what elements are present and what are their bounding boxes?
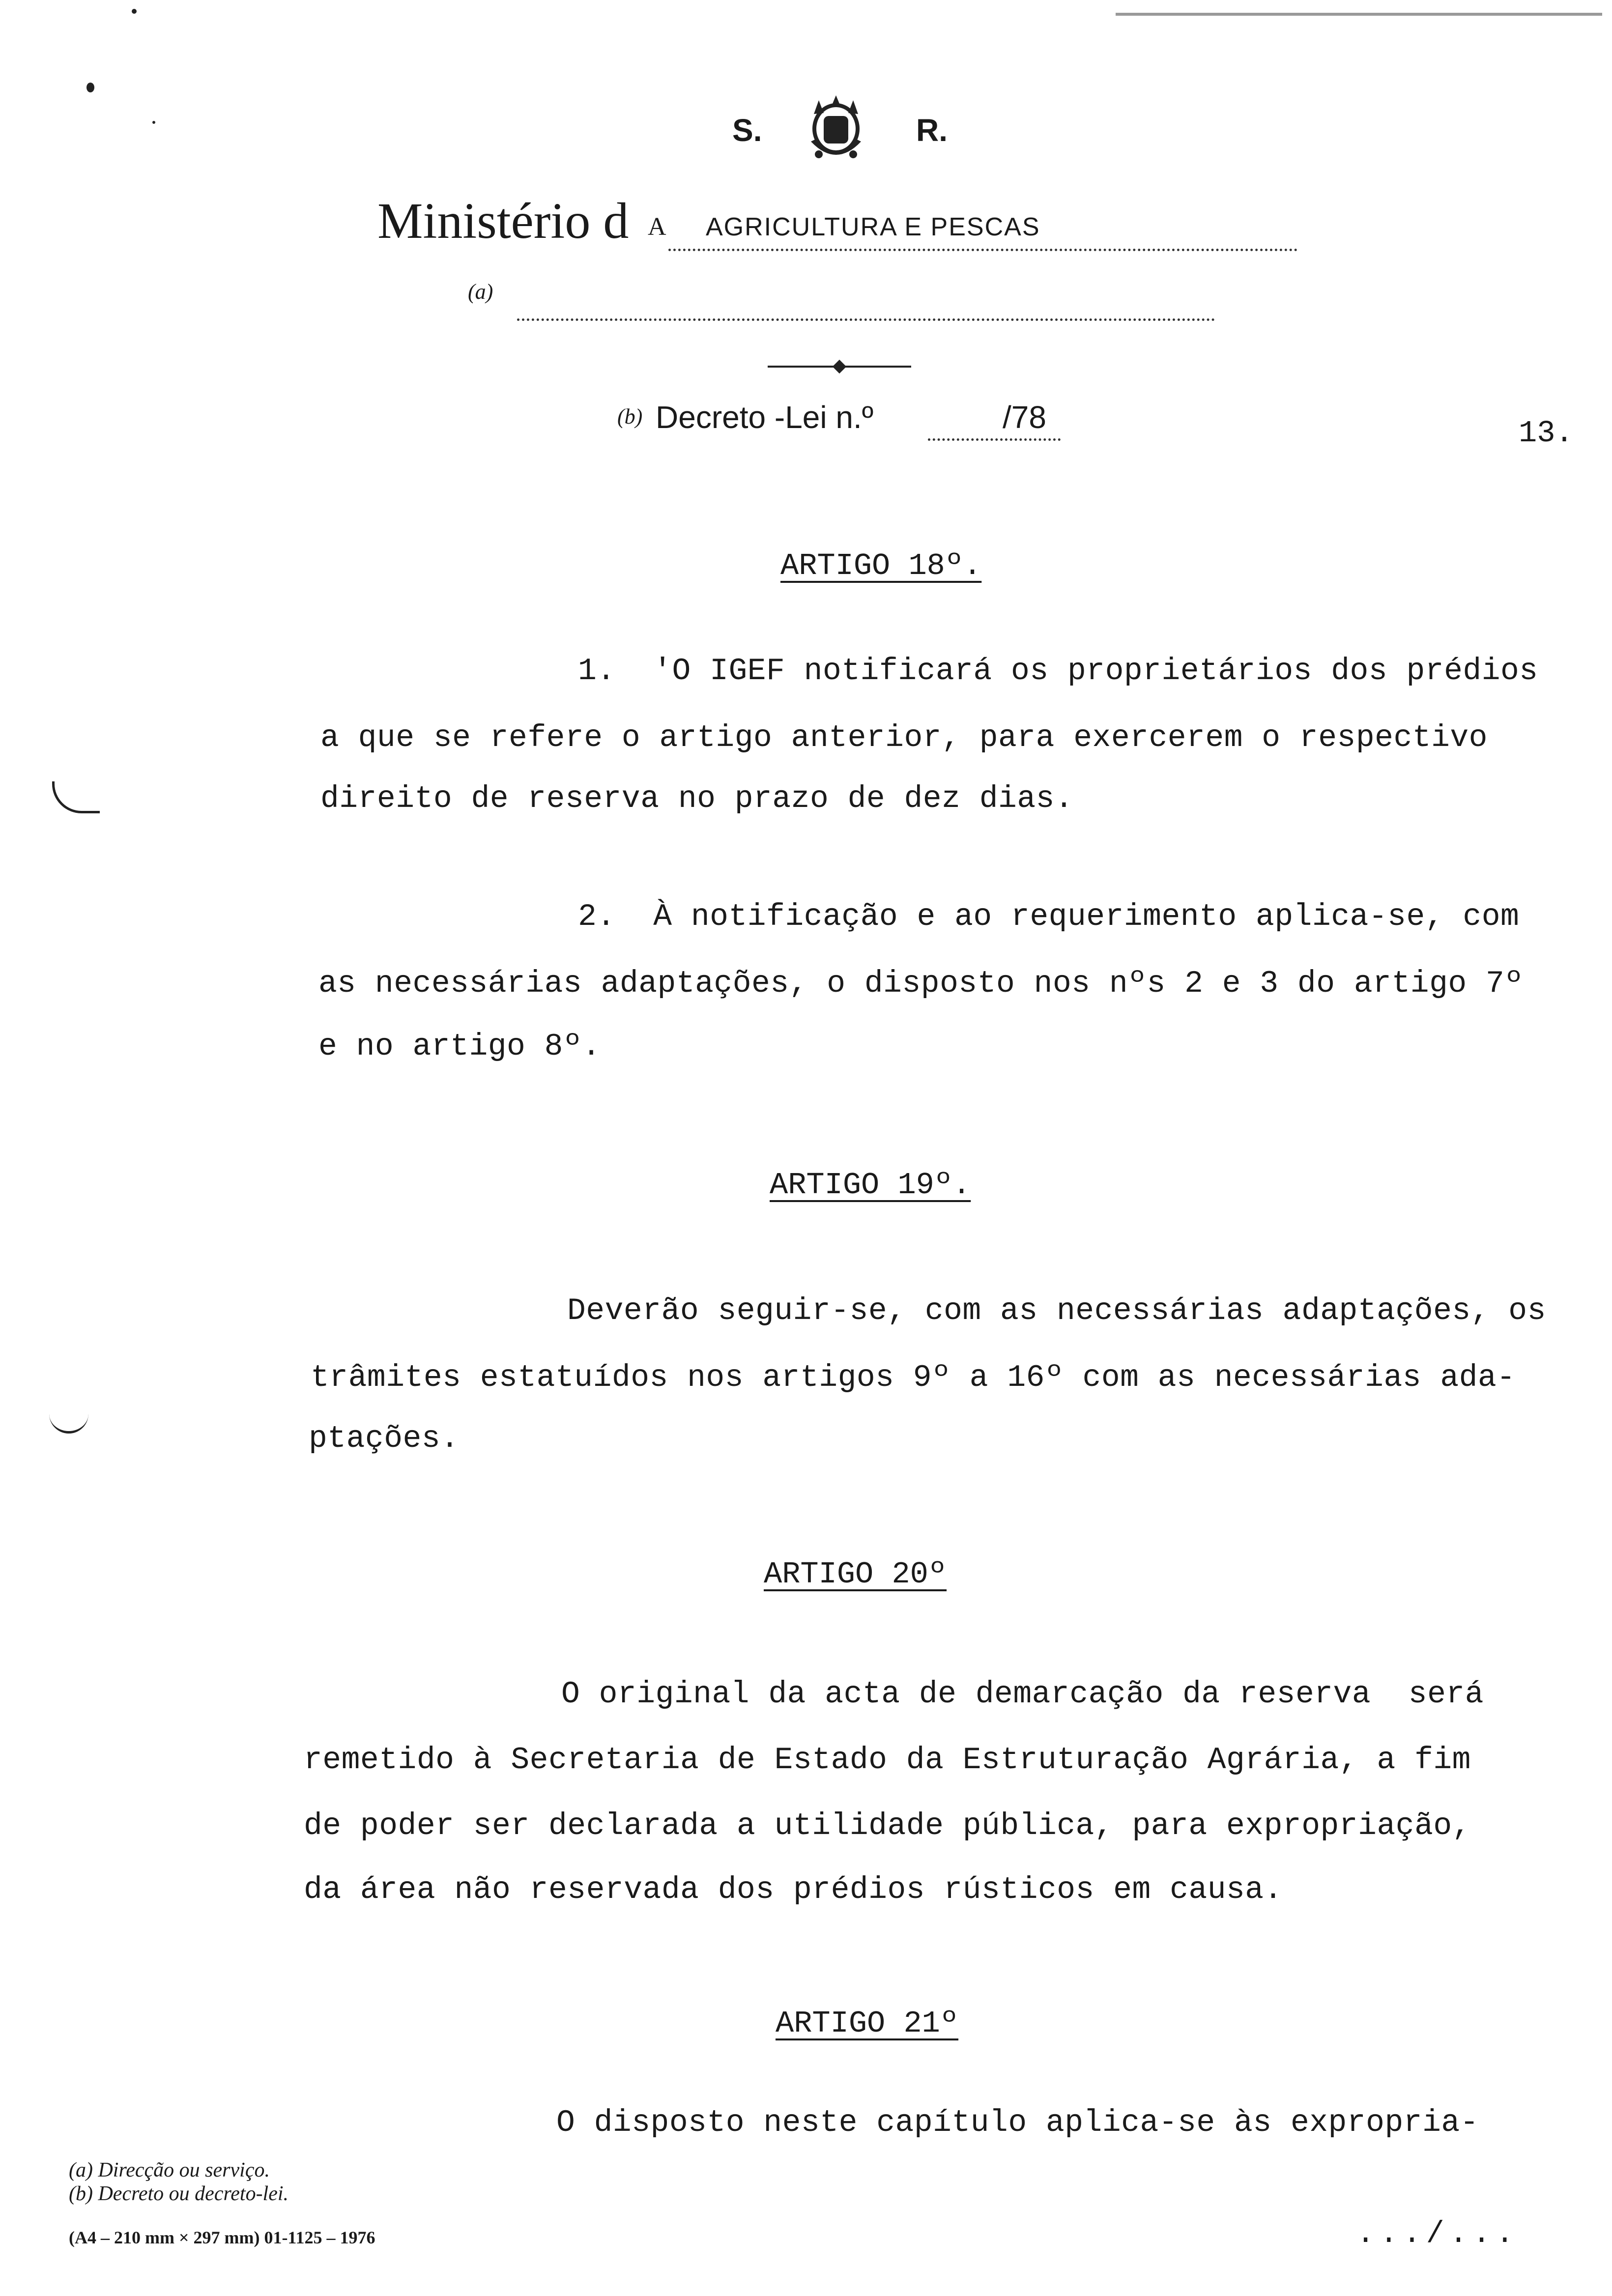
article-20-line: da área não reservada dos prédios rústicos em causa. <box>304 1872 1283 1907</box>
margin-mark <box>52 781 100 813</box>
decree-label: Decreto -Lei n.º <box>656 400 874 435</box>
decree-number-fill <box>928 438 1061 441</box>
top-edge-artifact <box>1116 13 1602 16</box>
article-18-heading: ARTIGO 18º. <box>780 548 982 583</box>
subline-label: (a) <box>468 280 493 304</box>
margin-mark <box>49 1402 88 1434</box>
subline-fill-line <box>517 318 1215 321</box>
article-19-line: ptações. <box>309 1421 460 1456</box>
article-19-heading: ARTIGO 19º. <box>770 1168 971 1203</box>
article-20-line: remetido à Secretaria de Estado da Estruturação Agrária, a fim <box>304 1743 1471 1778</box>
ornament-divider <box>768 362 911 372</box>
article-21-line: O disposto neste capítulo aplica-se às expropria- <box>556 2105 1479 2140</box>
decree-number: /78 <box>1003 400 1046 435</box>
article-20-heading: ARTIGO 20º <box>764 1557 947 1592</box>
article-19-line: Deverão seguir-se, com as necessárias adaptações, os <box>567 1293 1546 1328</box>
ministry-fill-line <box>668 249 1297 251</box>
article-20-line: O original da acta de demarcação da reserva será <box>561 1677 1484 1712</box>
header-right-letter: R. <box>916 113 948 148</box>
article-20-line: de poder ser declarada a utilidade pública, para expropriação, <box>304 1808 1471 1843</box>
article-18-line: as necessárias adaptações, o disposto nos nºs 2 e 3 do artigo 7º <box>318 966 1524 1001</box>
ministry-prefix: Ministério d <box>377 193 629 249</box>
footnote-b: (b) Decreto ou decreto-lei. <box>69 2182 289 2205</box>
ministry-name: AGRICULTURA E PESCAS <box>706 213 1040 241</box>
ministry-article: A <box>648 213 667 241</box>
article-18-line: e no artigo 8º. <box>318 1029 601 1064</box>
footnote-a: (a) Direcção ou serviço. <box>69 2159 270 2181</box>
article-18-line: direito de reserva no prazo de dez dias. <box>320 781 1074 816</box>
continuation-mark: .../... <box>1356 2216 1519 2251</box>
form-reference: (A4 – 210 mm × 297 mm) 01-1125 – 1976 <box>69 2228 375 2247</box>
header-left-letter: S. <box>732 113 762 148</box>
article-21-heading: ARTIGO 21º <box>776 2006 959 2041</box>
page-number: 13. <box>1519 416 1574 451</box>
decree-label-prefix: (b) <box>617 404 643 429</box>
republic-emblem-icon <box>804 94 868 168</box>
article-18-line: 2. À notificação e ao requerimento aplica-se, com <box>578 899 1520 934</box>
article-18-line: 1. 'O IGEF notificará os proprietários dos prédios <box>578 654 1538 689</box>
article-19-line: trâmites estatuídos nos artigos 9º a 16º com as necessárias ada- <box>311 1360 1516 1395</box>
article-18-line: a que se refere o artigo anterior, para exercerem o respectivo <box>320 720 1488 755</box>
